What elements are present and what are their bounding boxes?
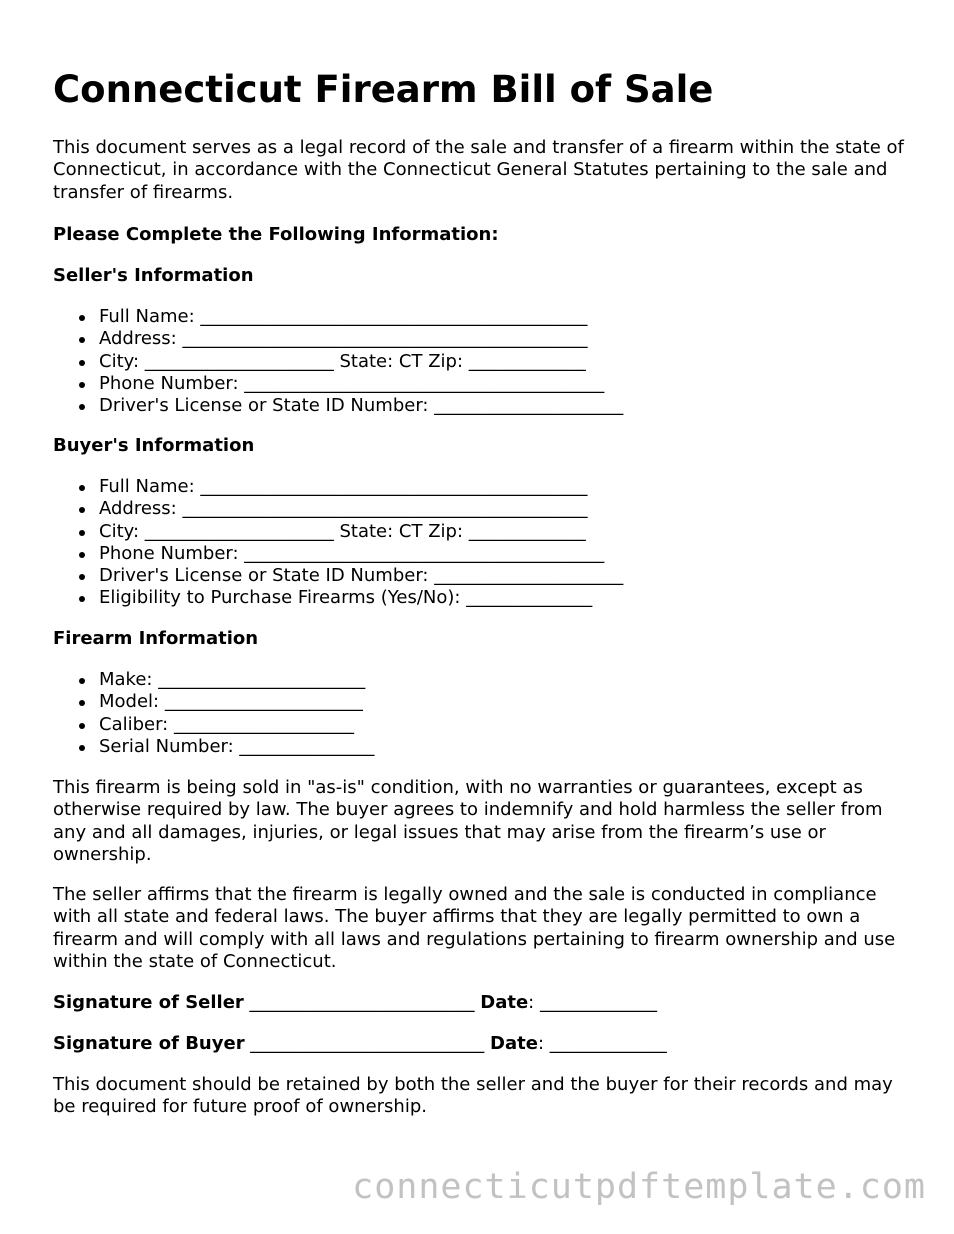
buyer-section-heading: Buyer's Information — [53, 435, 255, 456]
firearm-serial-field: Serial Number: _______________ — [53, 736, 374, 758]
seller-date-blank: : _____________ — [528, 992, 657, 1013]
buyer-phone-field: Phone Number: ________________________________________ — [53, 543, 623, 565]
instructions-heading: Please Complete the Following Information: — [53, 224, 499, 245]
buyer-address-field: Address: _____________________________________________ — [53, 498, 623, 520]
seller-date-label: Date — [480, 992, 529, 1013]
buyer-date-blank: : _____________ — [537, 1033, 667, 1054]
seller-full-name-field: Full Name: ___________________________________________ — [53, 306, 623, 328]
buyer-license-field: Driver's License or State ID Number: _____________________ — [53, 565, 623, 587]
intro-paragraph: This document serves as a legal record of the sale and transfer of a firearm within the state of Connecticut, in accordance with the Connecticut General Statutes pertaining to the sale and transfer of firearms. — [53, 137, 904, 203]
firearm-make-field: Make: _______________________ — [53, 669, 374, 691]
buyer-date-label: Date — [490, 1033, 538, 1054]
seller-phone-field: Phone Number: ________________________________________ — [53, 373, 623, 395]
buyer-fields-list — [53, 476, 623, 610]
seller-signature-blank: _________________________ — [243, 992, 481, 1013]
buyer-signature-blank: __________________________ — [244, 1033, 491, 1054]
as-is-paragraph: This firearm is being sold in "as-is" condition, with no warranties or guarantees, except as otherwise required by law. The buyer agrees to indemnify and hold harmless the seller from any and all damages, injuries, or legal issues that may arise from the firearm’s use or ownership. — [53, 777, 883, 865]
affirmation-paragraph: The seller affirms that the firearm is legally owned and the sale is conducted in compliance with all state and federal laws. The buyer affirms that they are legally permitted to own a firearm and will comply with all laws and regulations pertaining to firearm ownership and use within the state of Connecticut. — [53, 884, 896, 972]
page-title: Connecticut Firearm Bill of Sale — [53, 68, 714, 111]
buyer-signature-label: Signature of Buyer — [53, 1033, 245, 1054]
seller-license-field: Driver's License or State ID Number: _____________________ — [53, 395, 623, 417]
firearm-section-heading: Firearm Information — [53, 628, 259, 649]
firearm-model-field: Model: ______________________ — [53, 691, 374, 713]
seller-address-field: Address: _____________________________________________ — [53, 328, 623, 350]
buyer-city-state-zip-field: City: _____________________ State: CT Zip: _____________ — [53, 521, 623, 543]
seller-section-heading: Seller's Information — [53, 265, 254, 286]
seller-fields-list — [53, 306, 623, 417]
site-watermark: connecticutpdftemplate.com — [352, 1167, 926, 1207]
seller-city-state-zip-field: City: _____________________ State: CT Zip: _____________ — [53, 351, 623, 373]
buyer-signature-line — [53, 1033, 667, 1055]
firearm-caliber-field: Caliber: ____________________ — [53, 714, 374, 736]
closing-paragraph: This document should be retained by both the seller and the buyer for their records and may be required for future proof of ownership. — [53, 1074, 893, 1118]
buyer-full-name-field: Full Name: ___________________________________________ — [53, 476, 623, 498]
seller-signature-label: Signature of Seller — [53, 992, 244, 1013]
firearm-fields-list — [53, 669, 374, 758]
seller-signature-line — [53, 992, 657, 1014]
buyer-eligibility-field: Eligibility to Purchase Firearms (Yes/No): ______________ — [53, 587, 623, 609]
